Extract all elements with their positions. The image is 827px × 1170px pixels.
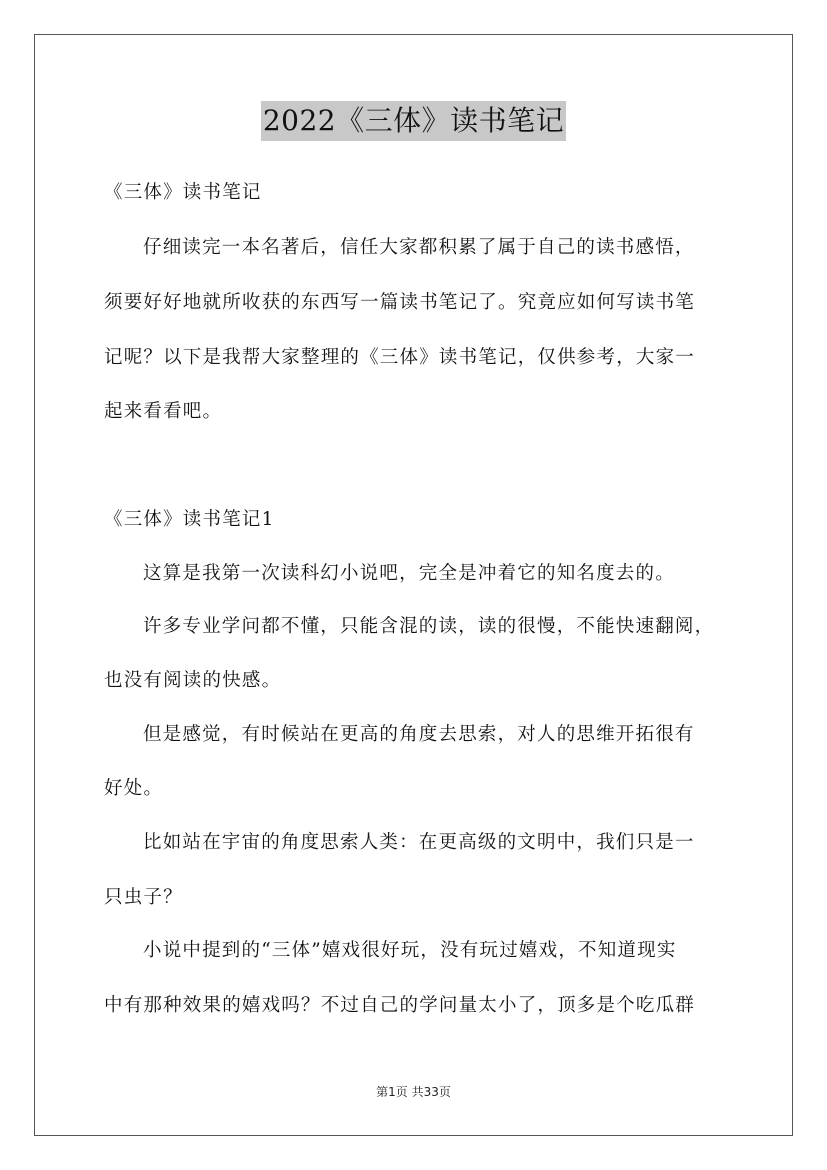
- document-title: [0, 100, 827, 141]
- document-title-text: 2022《三体》读书笔记: [261, 101, 566, 141]
- body-line: 这算是我第一次读科幻小说吧，完全是冲着它的知名度去的。: [143, 563, 675, 584]
- intro-line: 须要好好地就所收获的东西写一篇读书笔记了。究竟应如何写读书笔: [104, 292, 696, 313]
- body-line: 小说中提到的“三体”嬉戏很好玩，没有玩过嬉戏，不知道现实: [143, 940, 677, 961]
- body-line: 也没有阅读的快感。: [104, 670, 282, 691]
- body-line: 中有那种效果的嬉戏吗？不过自己的学问量太小了，顶多是个吃瓜群: [104, 995, 696, 1016]
- page-number: 第1页 共33页: [376, 1085, 451, 1099]
- body-line: 许多专业学问都不懂，只能含混的读，读的很慢，不能快速翻阅，: [143, 616, 715, 637]
- intro-line: 仔细读完一本名著后，信任大家都积累了属于自己的读书感悟，: [143, 237, 695, 258]
- body-line: 只虫子？: [104, 887, 183, 908]
- intro-line: 记呢？以下是我帮大家整理的《三体》读书笔记，仅供参考，大家一: [104, 347, 696, 368]
- body-line: 好处。: [104, 778, 164, 799]
- body-line: 比如站在宇宙的角度思索人类：在更高级的文明中，我们只是一: [143, 832, 695, 853]
- intro-line: 起来看看吧。: [104, 401, 223, 422]
- section-heading: 《三体》读书笔记1: [104, 509, 275, 530]
- document-heading: 《三体》读书笔记: [104, 182, 262, 203]
- body-line: 但是感觉，有时候站在更高的角度去思索，对人的思维开拓很有: [143, 724, 695, 745]
